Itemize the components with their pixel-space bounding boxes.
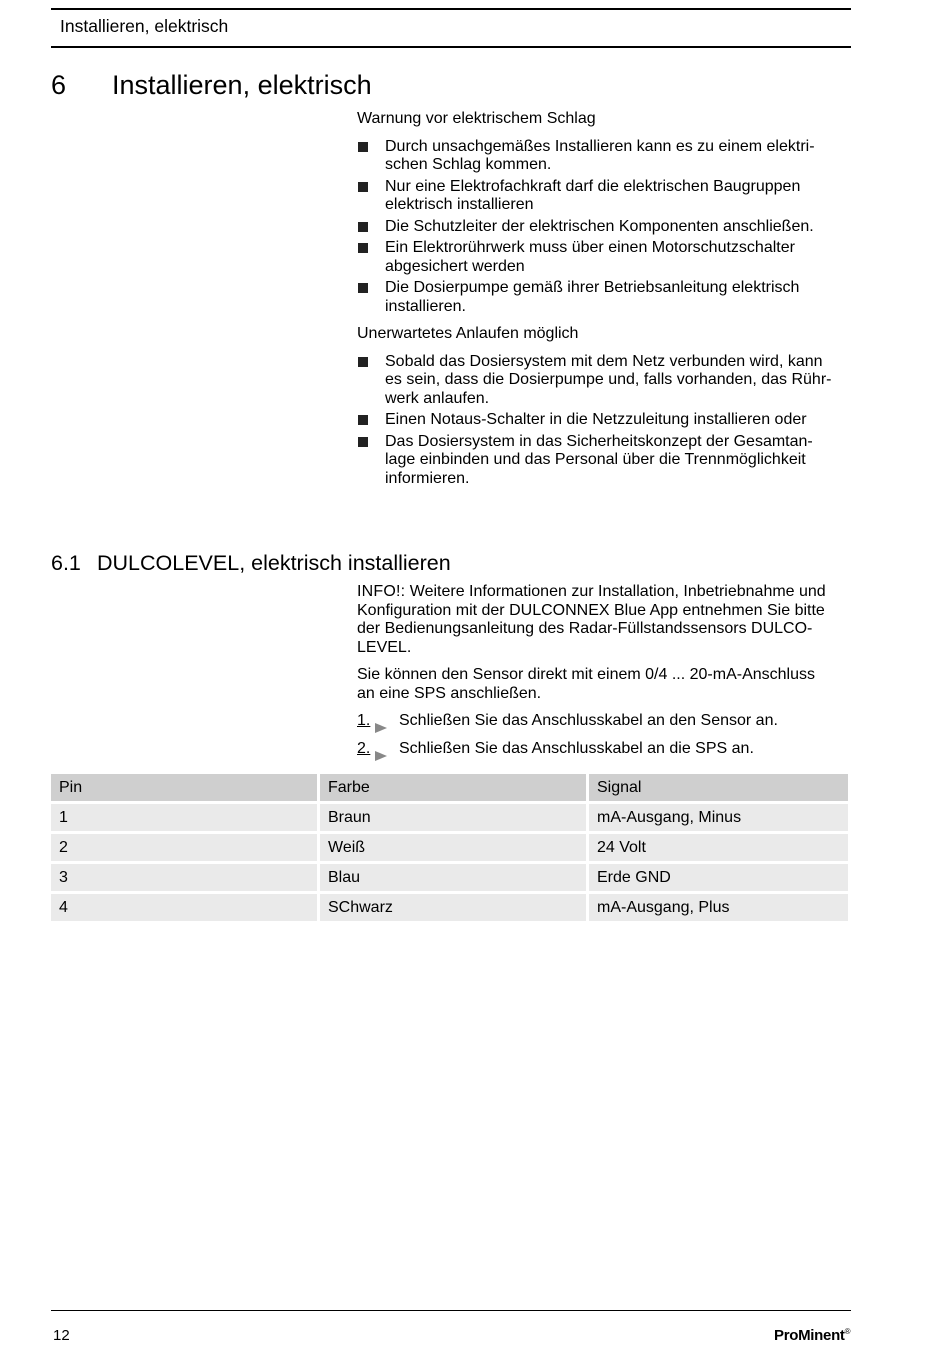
cell-farbe: Blau [320,864,589,891]
cell-pin: 2 [51,834,320,861]
cell-farbe: Braun [320,804,589,831]
cell-signal: 24 Volt [589,834,851,861]
info-label: INFO!: [357,583,406,600]
list-item [357,353,852,409]
info-note [357,583,852,657]
section-number: 6.1 [51,551,81,575]
bullet-square-icon [358,243,368,253]
cell-pin: 3 [51,864,320,891]
bullet-square-icon [358,142,368,152]
warning-startup-list [357,353,852,489]
warning-startup-heading: Unerwartetes Anlaufen möglich [357,325,579,342]
list-item [357,218,852,237]
bullet-square-icon [358,182,368,192]
cell-farbe: Weiß [320,834,589,861]
list-item-text: Die Dosierpumpe gemäß ihrer Betriebsanleitung elektrisch installieren. [385,279,800,315]
bullet-square-icon [358,283,368,293]
top-rule [51,8,851,10]
table-row [51,864,851,891]
list-item [357,178,852,215]
list-item-text: Die Schutzleiter der elektrischen Komponenten anschließen. [385,217,814,235]
table-row [51,834,851,861]
step-item [357,740,852,760]
page-number: 12 [53,1327,70,1344]
info-text: Weitere Informationen zur Installation, Inbetriebnahme und Konfiguration mit der DULCONNEX Blue App entnehmen Sie bitte der Bedienungsanleitung des Radar-Füllstandssensors DULCO- LEVEL. [357,583,826,656]
cell-signal: mA-Ausgang, Plus [589,894,851,921]
brand-name: ProMinent [774,1327,845,1344]
step-number: 2. [357,740,371,757]
column-header-farbe: Farbe [320,774,589,801]
section-body [357,583,852,768]
bullet-square-icon [358,357,368,367]
chapter-title: Installieren, elektrisch [112,70,372,100]
step-number: 1. [357,712,371,729]
section-heading [51,551,451,576]
footer-rule [51,1310,851,1311]
table-header-row [51,774,851,801]
list-item [357,279,852,316]
step-arrow-icon [375,723,387,733]
pin-assignment-table [51,771,851,924]
list-item [357,138,852,175]
list-item-text: Ein Elektrorührwerk muss über einen Motorschutzschalter abgesichert werden [385,239,795,275]
table-row [51,894,851,921]
header-rule [51,46,851,48]
step-text: Schließen Sie das Anschlusskabel an den Sensor an. [399,712,778,729]
column-header-pin: Pin [51,774,320,801]
running-header: Installieren, elektrisch [60,16,229,36]
cell-pin: 4 [51,894,320,921]
step-arrow-icon [375,751,387,761]
chapter-number: 6 [51,70,67,100]
intro-paragraph: Sie können den Sensor direkt mit einem 0/4 ... 20-mA-Anschluss an eine SPS anschließen. [357,666,815,702]
warning-electric-list [357,138,852,317]
list-item [357,411,852,430]
list-item-text: Nur eine Elektrofachkraft darf die elektrischen Baugruppen elektrisch installieren [385,177,801,213]
list-item [357,239,852,276]
list-item-text: Einen Notaus-Schalter in die Netzzuleitung installieren oder [385,411,807,428]
bullet-square-icon [358,222,368,232]
cell-signal: Erde GND [589,864,851,891]
step-item [357,712,852,732]
cell-signal: mA-Ausgang, Minus [589,804,851,831]
brand-logo [774,1327,850,1344]
list-item-text: Das Dosiersystem in das Sicherheitskonzept der Gesamtan- lage einbinden und das Personal über die Trennmöglichkeit informieren. [385,432,813,487]
registered-mark: ® [844,1327,851,1336]
list-item-text: Sobald das Dosiersystem mit dem Netz verbunden wird, kann es sein, dass die Dosierpumpe und, falls vorhanden, das Rühr- werk anlaufen. [385,352,832,407]
list-item-text: Durch unsachgemäßes Installieren kann es zu einem elektri- schen Schlag kommen. [385,137,815,173]
warning-electric-heading: Warnung vor elektrischem Schlag [357,110,596,127]
step-text: Schließen Sie das Anschlusskabel an die SPS an. [399,740,754,757]
table-row [51,804,851,831]
safety-warnings [357,110,852,497]
bullet-square-icon [358,415,368,425]
section-title: DULCOLEVEL, elektrisch installieren [97,551,451,575]
cell-farbe: SChwarz [320,894,589,921]
cell-pin: 1 [51,804,320,831]
list-item [357,433,852,489]
column-header-signal: Signal [589,774,851,801]
bullet-square-icon [358,437,368,447]
